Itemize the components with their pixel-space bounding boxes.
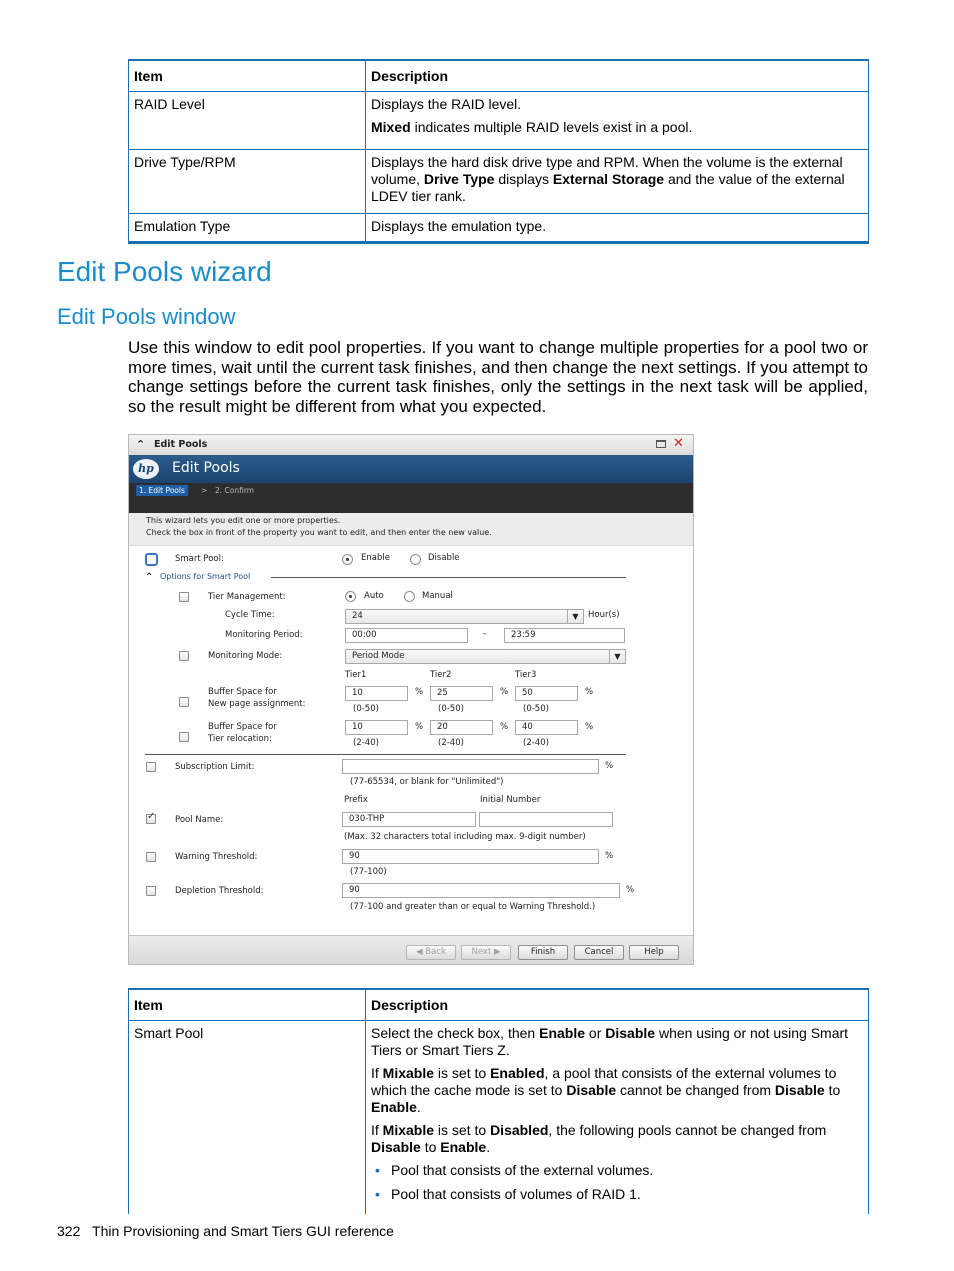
step-current: 1. Edit Pools <box>136 485 188 496</box>
manual-label: Manual <box>422 591 453 601</box>
column-header-description: Description <box>366 989 869 1021</box>
percent-label: % <box>626 885 635 895</box>
buffer-new-label: Buffer Space for <box>208 687 277 697</box>
buffer-new-tier2-input[interactable]: 25 <box>430 686 493 701</box>
table-row <box>129 214 869 243</box>
finish-button[interactable]: Finish <box>518 945 568 960</box>
options-label: Options for Smart Pool <box>160 572 251 581</box>
pool-name-checkbox[interactable] <box>146 811 156 824</box>
description-text: Displays the RAID level. <box>371 96 522 112</box>
cycle-time-unit: Hour(s) <box>588 610 620 620</box>
hp-logo-icon: hp <box>133 459 159 479</box>
range-hint: (0-50) <box>353 704 379 714</box>
warning-threshold-checkbox[interactable] <box>146 852 156 862</box>
percent-label: % <box>585 722 594 732</box>
initial-number-label: Initial Number <box>480 795 541 805</box>
tier-management-label: Tier Management: <box>208 592 286 602</box>
step-separator: > <box>201 486 208 495</box>
next-button[interactable]: Next ▶ <box>461 945 511 960</box>
footer-title: Thin Provisioning and Smart Tiers GUI reference <box>92 1223 394 1239</box>
range-hint: (2-40) <box>523 738 549 748</box>
buffer-reloc-tier3-input[interactable]: 40 <box>515 720 578 735</box>
list-item: • Pool that consists of the external volumes. <box>391 1162 863 1179</box>
table-cell-item: RAID Level <box>129 92 366 150</box>
page-footer <box>57 1223 394 1239</box>
section-heading: Edit Pools wizard <box>57 256 272 287</box>
collapse-options-icon[interactable]: ⌃ <box>145 572 154 583</box>
cycle-time-select[interactable]: 24 ▼ <box>345 609 584 624</box>
intro-paragraph: Use this window to edit pool properties. If you want to change multiple properties for a pool two or more times, wait until the current task finishes, and then change the next settings. If you attempt to change settings before the current task finishes, only the settings in the next task will be applied, so the result might be different from what you expected. <box>128 338 868 416</box>
table-header-row <box>129 60 869 92</box>
table-cell-description <box>366 1021 869 1215</box>
warning-threshold-label: Warning Threshold: <box>175 852 258 862</box>
page-number: 322 <box>57 1223 81 1239</box>
pool-name-label: Pool Name: <box>175 815 224 825</box>
cycle-time-label: Cycle Time: <box>225 610 275 620</box>
column-header-item: Item <box>129 60 366 92</box>
pool-name-hint: (Max. 32 characters total including max. 9-digit number) <box>344 832 586 842</box>
subsection-heading: Edit Pools window <box>57 304 236 329</box>
smart-pool-label: Smart Pool: <box>175 554 224 564</box>
pool-name-initial-number-input[interactable] <box>479 812 613 827</box>
wizard-description <box>129 513 694 546</box>
percent-label: % <box>415 687 424 697</box>
percent-label: % <box>500 687 509 697</box>
close-icon[interactable]: ✕ <box>673 436 684 451</box>
buffer-reloc-tier2-input[interactable]: 20 <box>430 720 493 735</box>
range-hint: (0-50) <box>523 704 549 714</box>
depletion-threshold-hint: (77-100 and greater than or equal to Warning Threshold.) <box>350 902 596 912</box>
tier-management-checkbox[interactable] <box>179 592 189 602</box>
table-row <box>129 92 869 150</box>
range-hint: (0-50) <box>438 704 464 714</box>
smart-pool-disable-radio[interactable] <box>410 554 421 565</box>
column-header-item: Item <box>129 989 366 1021</box>
prefix-label: Prefix <box>344 795 368 805</box>
properties-table <box>128 59 869 244</box>
monitoring-period-label: Monitoring Period: <box>225 630 303 640</box>
window-banner <box>129 455 694 513</box>
subscription-hint: (77-65534, or blank for "Unlimited") <box>350 777 504 787</box>
warning-threshold-hint: (77-100) <box>350 867 387 877</box>
buffer-relocation-checkbox[interactable] <box>179 732 189 742</box>
percent-label: % <box>585 687 594 697</box>
help-button[interactable]: Help <box>629 945 679 960</box>
subscription-limit-checkbox[interactable] <box>146 762 156 772</box>
depletion-threshold-checkbox[interactable] <box>146 886 156 896</box>
section-divider <box>145 754 626 755</box>
column-header-description: Description <box>366 60 869 92</box>
chevron-down-icon: ▼ <box>609 650 625 663</box>
table-cell-item: Drive Type/RPM <box>129 150 366 214</box>
cancel-button[interactable]: Cancel <box>574 945 624 960</box>
table-cell-description: Displays the emulation type. <box>366 214 869 243</box>
monitoring-mode-label: Monitoring Mode: <box>208 651 283 661</box>
buffer-reloc-tier1-input[interactable]: 10 <box>345 720 408 735</box>
monitoring-period-end-input[interactable]: 23:59 <box>504 628 625 643</box>
tier3-label: Tier3 <box>515 670 537 680</box>
tier-manual-radio[interactable] <box>404 591 415 602</box>
options-divider <box>271 577 626 578</box>
smart-pool-enable-radio[interactable] <box>342 554 353 565</box>
wizard-button-bar <box>129 935 694 965</box>
description-text: Mixed indicates multiple RAID levels exist in a pool. <box>371 119 693 135</box>
subscription-limit-label: Subscription Limit: <box>175 762 255 772</box>
table-header-row <box>129 989 869 1021</box>
buffer-reloc-label: Buffer Space for <box>208 722 277 732</box>
percent-label: % <box>500 722 509 732</box>
depletion-threshold-label: Depletion Threshold: <box>175 886 264 896</box>
percent-label: % <box>605 761 614 771</box>
window-titlebar <box>129 435 694 456</box>
table-cell-item: Emulation Type <box>129 214 366 243</box>
table-cell-description <box>366 92 869 150</box>
smart-pool-checkbox[interactable] <box>145 553 158 566</box>
banner-title: Edit Pools <box>172 460 240 476</box>
buffer-new-tier3-input[interactable]: 50 <box>515 686 578 701</box>
range-hint: (2-40) <box>353 738 379 748</box>
buffer-new-tier1-input[interactable]: 10 <box>345 686 408 701</box>
description-text: If Mixable is set to Disabled, the following pools cannot be changed from Disable to Enable. <box>371 1122 827 1155</box>
step-next: 2. Confirm <box>215 486 255 495</box>
edit-pools-window <box>128 434 694 965</box>
smart-pool-table <box>128 988 869 1214</box>
window-title: Edit Pools <box>154 439 208 450</box>
buffer-new-page-checkbox[interactable] <box>179 697 189 707</box>
table-row <box>129 150 869 214</box>
tier2-label: Tier2 <box>430 670 452 680</box>
checkmark-icon: ✓ <box>147 811 156 822</box>
depletion-threshold-input[interactable]: 90 <box>342 883 620 898</box>
range-hint: (2-40) <box>438 738 464 748</box>
description-line: This wizard lets you edit one or more properties. <box>146 516 341 525</box>
table-cell-description: Displays the hard disk drive type and RPM. When the volume is the external volume, Drive Type displays External Storage and the value of the external LDEV tier rank. <box>366 150 869 214</box>
percent-label: % <box>415 722 424 732</box>
tier-auto-radio[interactable] <box>345 591 356 602</box>
table-cell-item: Smart Pool <box>129 1021 366 1215</box>
auto-label: Auto <box>364 591 384 601</box>
subscription-limit-input[interactable] <box>342 759 599 774</box>
disable-label: Disable <box>428 553 460 563</box>
chevron-down-icon: ▼ <box>567 610 583 623</box>
maximize-icon[interactable] <box>656 440 666 448</box>
buffer-reloc-label: Tier relocation: <box>208 734 272 744</box>
pool-name-prefix-input[interactable]: 030-THP <box>342 812 476 827</box>
table-row <box>129 1021 869 1215</box>
period-dash: - <box>483 629 487 639</box>
monitoring-period-start-input[interactable]: 00:00 <box>345 628 468 643</box>
buffer-new-label: New page assignment: <box>208 699 306 709</box>
back-button[interactable]: ◀ Back <box>406 945 456 960</box>
description-line: Check the box in front of the property you want to edit, and then enter the new value. <box>146 528 492 537</box>
monitoring-mode-select[interactable]: Period Mode ▼ <box>345 649 626 664</box>
enable-label: Enable <box>361 553 390 563</box>
percent-label: % <box>605 851 614 861</box>
collapse-icon[interactable]: ⌃ <box>136 438 146 451</box>
description-text: If Mixable is set to Enabled, a pool that consists of the external volumes to which the cache mode is set to Disable cannot be changed from Disable to Enable. <box>371 1065 841 1115</box>
tier1-label: Tier1 <box>345 670 367 680</box>
monitoring-mode-checkbox[interactable] <box>179 651 189 661</box>
list-item: • Pool that consists of volumes of RAID 1. <box>391 1186 863 1203</box>
warning-threshold-input[interactable]: 90 <box>342 849 599 864</box>
description-text: Select the check box, then Enable or Disable when using or not using Smart Tiers or Smart Tiers Z. <box>371 1025 849 1058</box>
bullet-list <box>371 1162 863 1203</box>
